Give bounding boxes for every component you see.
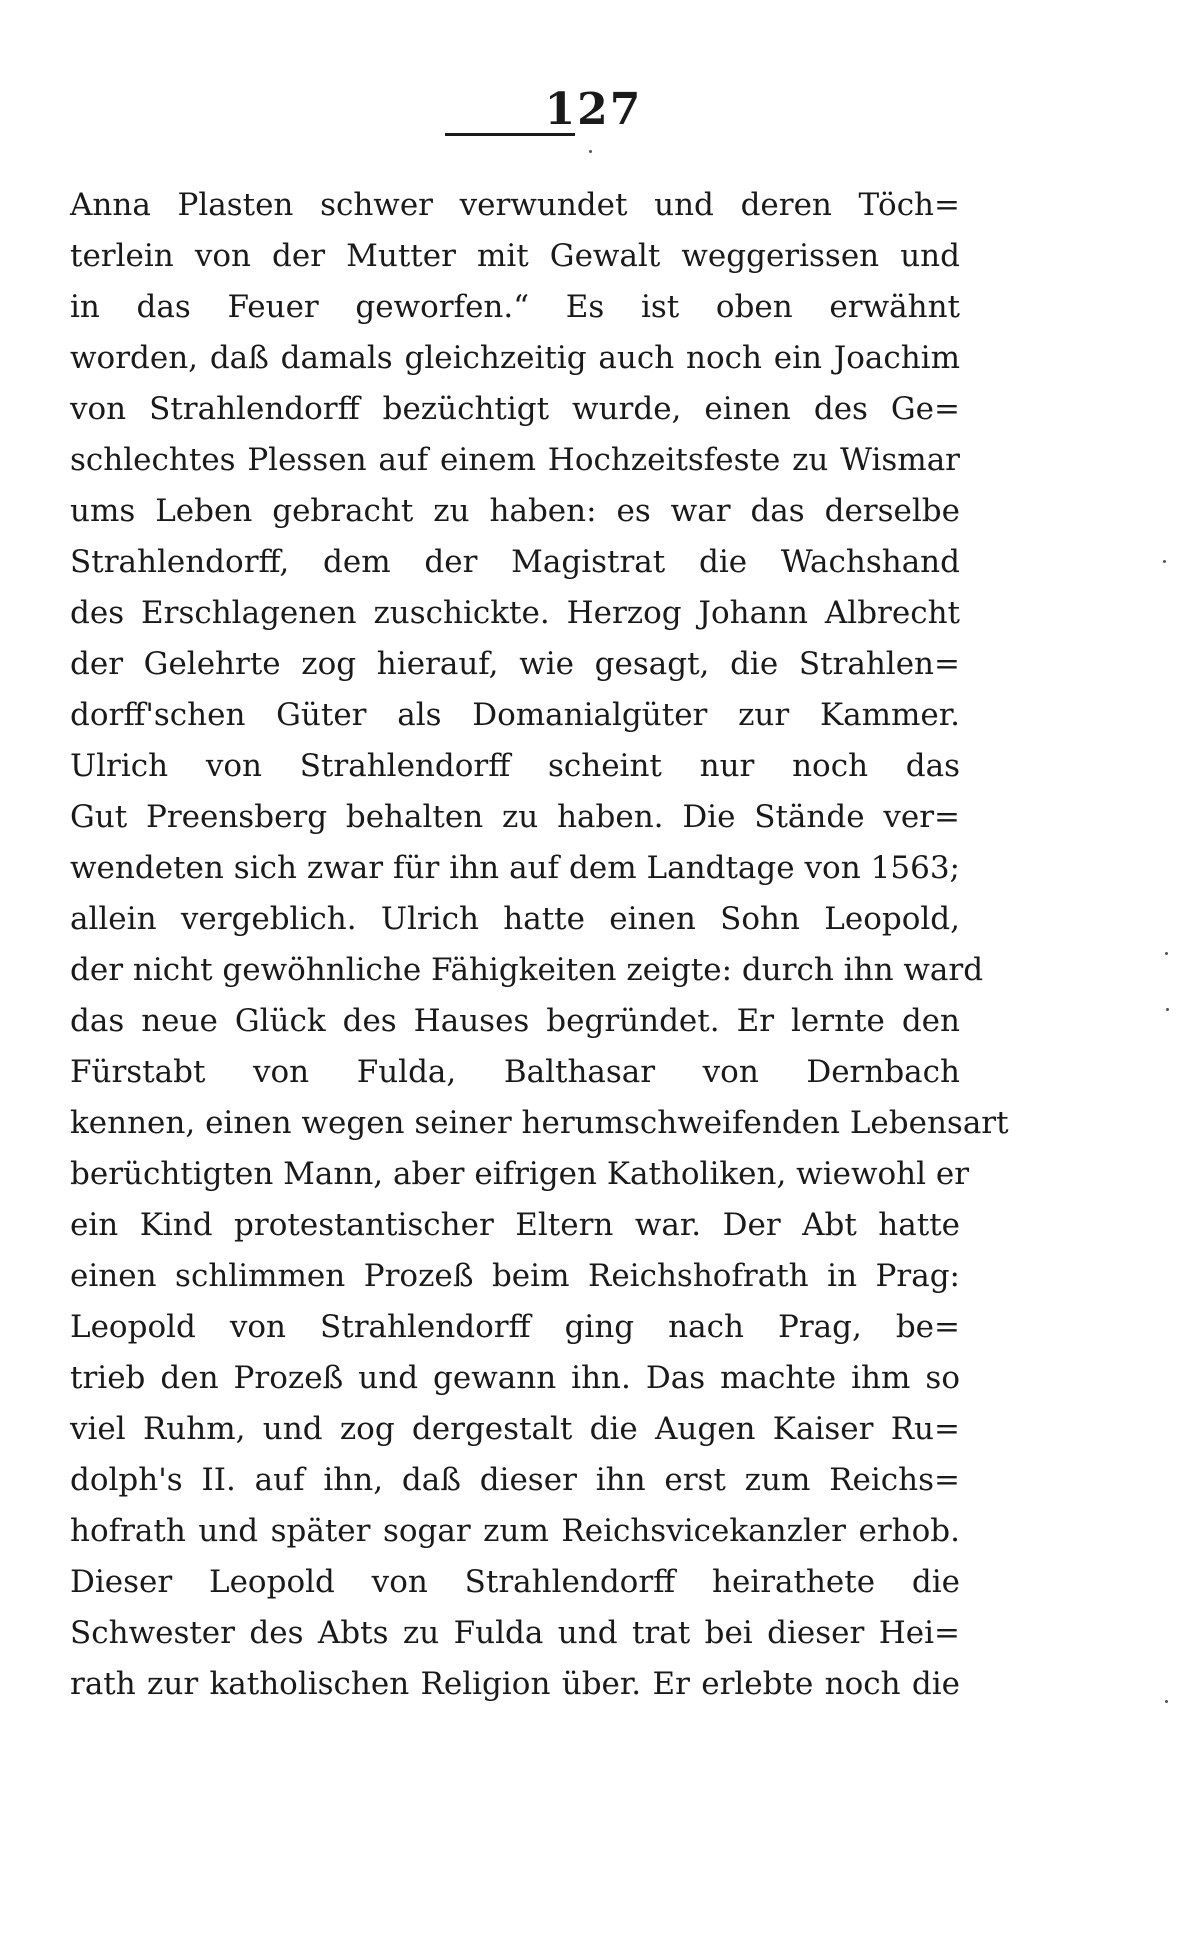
body-text [70, 180, 1009, 1710]
text-line: einen schlimmen Prozeß beim Reichshofrath in Prag: [70, 1258, 960, 1294]
text-line: Schwester des Abts zu Fulda und trat bei dieser Hei= [70, 1615, 960, 1651]
text-line: Dieser Leopold von Strahlendorff heirathete die [70, 1564, 960, 1600]
text-line: von Strahlendorff bezüchtigt wurde, einen des Ge= [70, 391, 960, 427]
text-line: terlein von der Mutter mit Gewalt weggerissen und [70, 238, 960, 274]
text-line: in das Feuer geworfen.“ Es ist oben erwähnt [70, 289, 960, 325]
scan-speck [1166, 1008, 1169, 1011]
text-line: trieb den Prozeß und gewann ihn. Das machte ihm so [70, 1360, 960, 1396]
text-line: Ulrich von Strahlendorff scheint nur noch das [70, 748, 960, 784]
text-line: dolph's II. auf ihn, daß dieser ihn erst zum Reichs= [70, 1462, 960, 1498]
text-line: berüchtigten Mann, aber eifrigen Katholiken, wiewohl er [70, 1156, 970, 1192]
text-line: rath zur katholischen Religion über. Er erlebte noch die [70, 1666, 960, 1702]
text-line: Leopold von Strahlendorff ging nach Prag, be= [70, 1309, 960, 1345]
scan-speck [1163, 560, 1166, 563]
text-line: das neue Glück des Hauses begründet. Er lernte den [70, 1003, 960, 1039]
scan-speck [1165, 1700, 1168, 1703]
text-line: Anna Plasten schwer verwundet und deren Töch= [70, 187, 960, 223]
text-line: kennen, einen wegen seiner herumschweifenden Lebensart [70, 1105, 1009, 1141]
page-number-rule [445, 133, 575, 136]
scan-speck [589, 150, 592, 153]
text-line: worden, daß damals gleichzeitig auch noch ein Joachim [70, 340, 960, 376]
text-line: Strahlendorff, dem der Magistrat die Wachshand [70, 544, 960, 580]
text-line: hofrath und später sogar zum Reichsvicekanzler erhob. [70, 1513, 960, 1549]
text-line: dorff'schen Güter als Domanialgüter zur Kammer. [70, 697, 960, 733]
text-line: der nicht gewöhnliche Fähigkeiten zeigte: durch ihn ward [70, 952, 984, 988]
text-line: Fürstabt von Fulda, Balthasar von Dernbach [70, 1054, 960, 1090]
text-line: der Gelehrte zog hierauf, wie gesagt, die Strahlen= [70, 646, 960, 682]
scan-speck [1165, 952, 1168, 955]
text-line: ein Kind protestantischer Eltern war. Der Abt hatte [70, 1207, 960, 1243]
text-line: schlechtes Plessen auf einem Hochzeitsfeste zu Wismar [70, 442, 960, 478]
text-line: viel Ruhm, und zog dergestalt die Augen Kaiser Ru= [70, 1411, 960, 1447]
text-line: wendeten sich zwar für ihn auf dem Landtage von 1563; [70, 850, 960, 886]
text-line: allein vergeblich. Ulrich hatte einen Sohn Leopold, [70, 901, 960, 937]
text-line: Gut Preensberg behalten zu haben. Die Stände ver= [70, 799, 960, 835]
text-line: ums Leben gebracht zu haben: es war das derselbe [70, 493, 960, 529]
page-number: 127 [544, 84, 643, 135]
text-line: des Erschlagenen zuschickte. Herzog Johann Albrecht [70, 595, 960, 631]
